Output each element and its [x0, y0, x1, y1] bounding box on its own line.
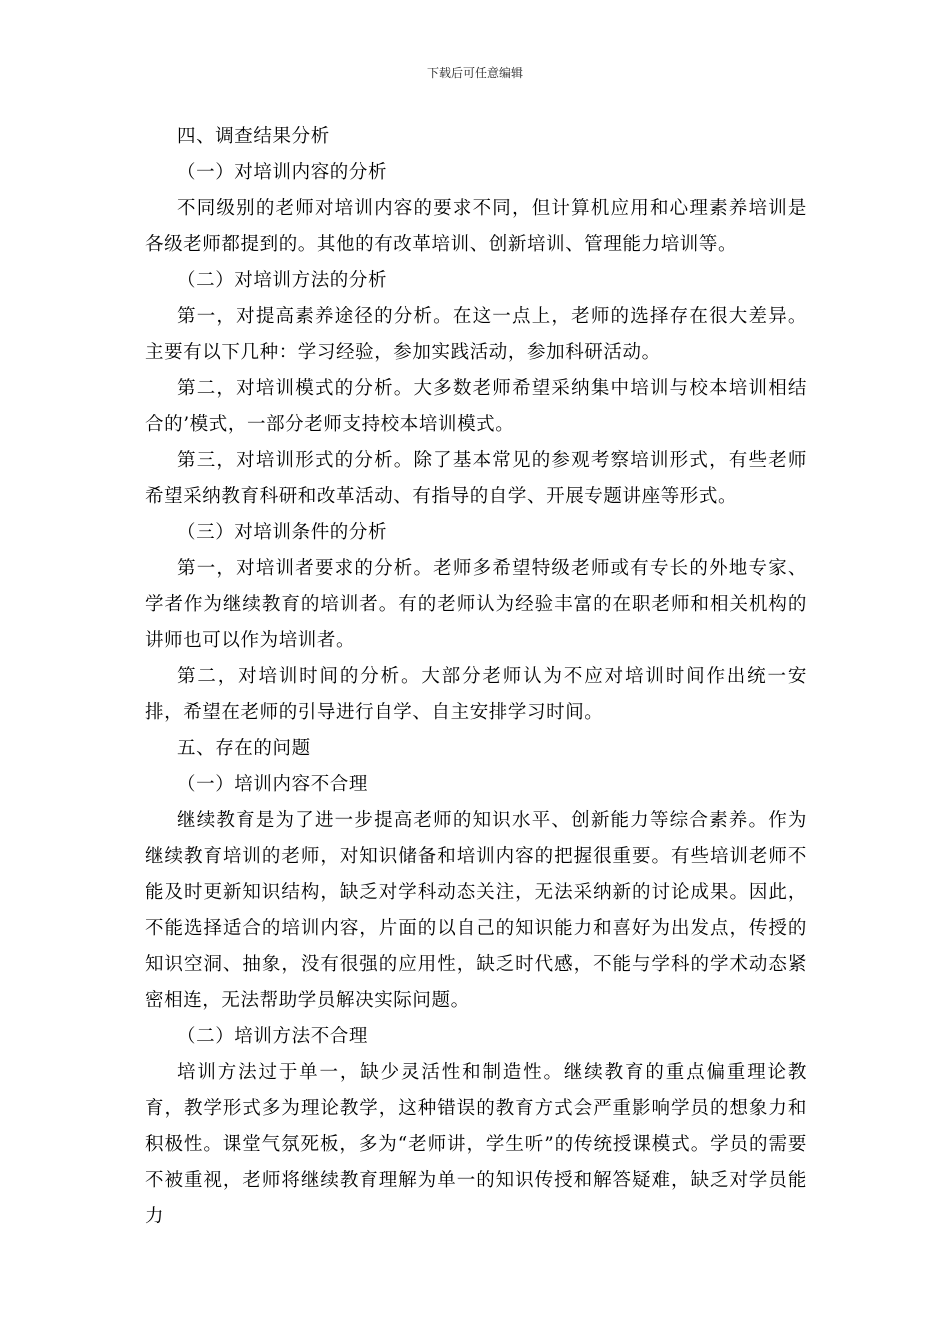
paragraph: 第二，对培训模式的分析。大多数老师希望采纳集中培训与校本培训相结合的’模式，一部分老师支持校本培训模式。: [145, 378, 807, 435]
page-header: 下载后可任意编辑: [426, 66, 523, 80]
subheading-method-problem: （二）培训方法不合理: [177, 1026, 369, 1047]
paragraph: 第一，对培训者要求的分析。老师多希望特级老师或有专长的外地专家、学者作为继续教育的培训者。有的老师认为经验丰富的在职老师和相关机构的讲师也可以作为培训者。: [145, 558, 807, 651]
paragraph: 第一，对提高素养途径的分析。在这一点上，老师的选择存在很大差异。主要有以下几种：学习经验，参加实践活动，参加科研活动。: [145, 306, 807, 363]
subheading-content-analysis: （一）对培训内容的分析: [177, 162, 388, 183]
subheading-content-problem: （一）培训内容不合理: [177, 774, 369, 795]
section-heading-problems: 五、存在的问题: [177, 738, 311, 759]
paragraph: 培训方法过于单一，缺少灵活性和制造性。继续教育的重点偏重理论教育，教学形式多为理论教学，这种错误的教育方式会严重影响学员的想象力和积极性。课堂气氛死板，多为“老师讲，学生听”的传统授课模式。学员的需要不被重视，老师将继续教育理解为单一的知识传授和解答疑难，缺乏对学员能力: [145, 1062, 807, 1227]
subheading-method-analysis: （二）对培训方法的分析: [177, 270, 388, 291]
document-body: [145, 119, 807, 1235]
section-heading-analysis: 四、调查结果分析: [177, 126, 330, 147]
paragraph: 不同级别的老师对培训内容的要求不同，但计算机应用和心理素养培训是各级老师都提到的。其他的有改革培训、创新培训、管理能力培训等。: [145, 198, 807, 255]
paragraph: 第二，对培训时间的分析。大部分老师认为不应对培训时间作出统一安排，希望在老师的引导进行自学、自主安排学习时间。: [145, 666, 807, 723]
subheading-condition-analysis: （三）对培训条件的分析: [177, 522, 388, 543]
paragraph: 继续教育是为了进一步提高老师的知识水平、创新能力等综合素养。作为继续教育培训的老师，对知识储备和培训内容的把握很重要。有些培训老师不能及时更新知识结构，缺乏对学科动态关注，无法采纳新的讨论成果。因此，不能选择适合的培训内容，片面的以自己的知识能力和喜好为出发点，传授的知识空洞、抽象，没有很强的应用性，缺乏时代感，不能与学科的学术动态紧密相连，无法帮助学员解决实际问题。: [145, 810, 807, 1011]
paragraph: 第三，对培训形式的分析。除了基本常见的参观考察培训形式，有些老师希望采纳教育科研和改革活动、有指导的自学、开展专题讲座等形式。: [145, 450, 807, 507]
